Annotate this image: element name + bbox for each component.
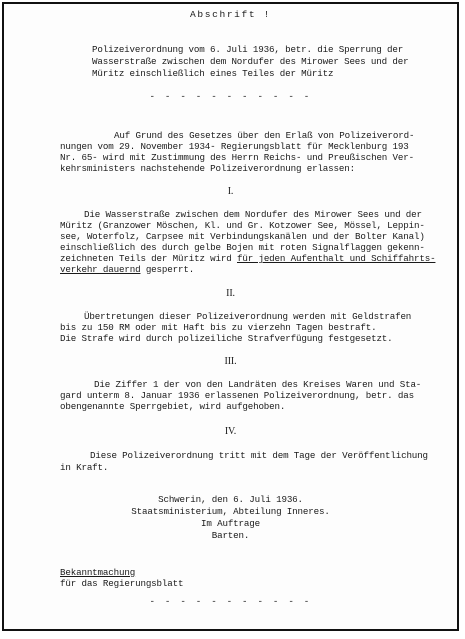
section-line: bis zu 150 RM oder mit Haft bis zu vierzehn Tagen bestraft. xyxy=(60,322,377,333)
intro-line: Nr. 65- wird mit Zustimmung des Herrn Reichs- und Preußischen Ver- xyxy=(60,152,414,163)
signature-line: Im Auftrage xyxy=(201,518,260,529)
section-line: Die Strafe wird durch polizeiliche Strafverfügung festgesetzt. xyxy=(60,333,393,344)
section-numeral: IV. xyxy=(224,426,237,437)
subject-line: Polizeiverordnung vom 6. Juli 1936, betr. die Sperrung der xyxy=(92,44,404,55)
section-line-text: zeichneten Teils der Müritz wird xyxy=(60,253,237,264)
section-line: in Kraft. xyxy=(60,462,109,473)
separator: - - - - - - - - - - - xyxy=(149,91,312,102)
section-numeral: III. xyxy=(224,356,237,367)
footer-line: für das Regierungsblatt xyxy=(60,578,184,589)
section-line: Müritz (Granzower Möschen, Kl. und Gr. Kotzower See, Mössel, Leppin- xyxy=(60,220,425,231)
section-line xyxy=(60,264,194,275)
intro-line: Auf Grund des Gesetzes über den Erlaß von Polizeiverord- xyxy=(114,130,415,141)
document-page xyxy=(2,2,459,631)
section-line xyxy=(60,253,435,264)
section-line: Die Wasserstraße zwischen dem Nordufer des Mirower Sees und der xyxy=(84,209,422,220)
section-line: Die Ziffer 1 der von den Landräten des Kreises Waren und Sta- xyxy=(94,379,422,390)
section-numeral: I. xyxy=(227,186,234,197)
subject-line: Müritz einschließlich eines Teiles der Müritz xyxy=(92,68,334,79)
section-line: Diese Polizeiverordnung tritt mit dem Tage der Veröffentlichung xyxy=(90,450,428,461)
section-numeral: II. xyxy=(226,288,235,299)
emphasis-text: für jeden Aufenthalt und Schiffahrts- xyxy=(237,253,436,264)
section-line-text: gesperrt. xyxy=(140,264,195,275)
intro-line: nungen vom 29. November 1934- Regierungsblatt für Mecklenburg 193 xyxy=(60,141,409,152)
subject-line: Wasserstraße zwischen dem Nordufer des Mirower Sees und der xyxy=(92,56,409,67)
signature-line: Schwerin, den 6. Juli 1936. xyxy=(158,494,303,505)
section-line: gard unterm 8. Januar 1936 erlassenen Polizeiverordnung, betr. das xyxy=(60,390,414,401)
section-line: einschließlich des durch gelbe Bojen mit roten Signalflaggen gekenn- xyxy=(60,242,425,253)
document-title: Abschrift ! xyxy=(190,9,271,20)
intro-line: kehrsministers nachstehende Polizeiverordnung erlassen: xyxy=(60,163,355,174)
footer-heading: Bekanntmachung xyxy=(60,567,136,578)
section-line: see, Woterfolz, Carpsee mit Verbindungskanälen und der Bolter Kanal) xyxy=(60,231,425,242)
emphasis-text: verkehr dauernd xyxy=(60,264,141,275)
separator: - - - - - - - - - - - xyxy=(149,596,312,607)
section-line: obengenannte Sperrgebiet, wird aufgehoben. xyxy=(60,401,286,412)
signature-line: Barten. xyxy=(211,530,250,541)
signature-line: Staatsministerium, Abteilung Inneres. xyxy=(131,506,330,517)
section-line: Übertretungen dieser Polizeiverordnung werden mit Geldstrafen xyxy=(84,311,412,322)
